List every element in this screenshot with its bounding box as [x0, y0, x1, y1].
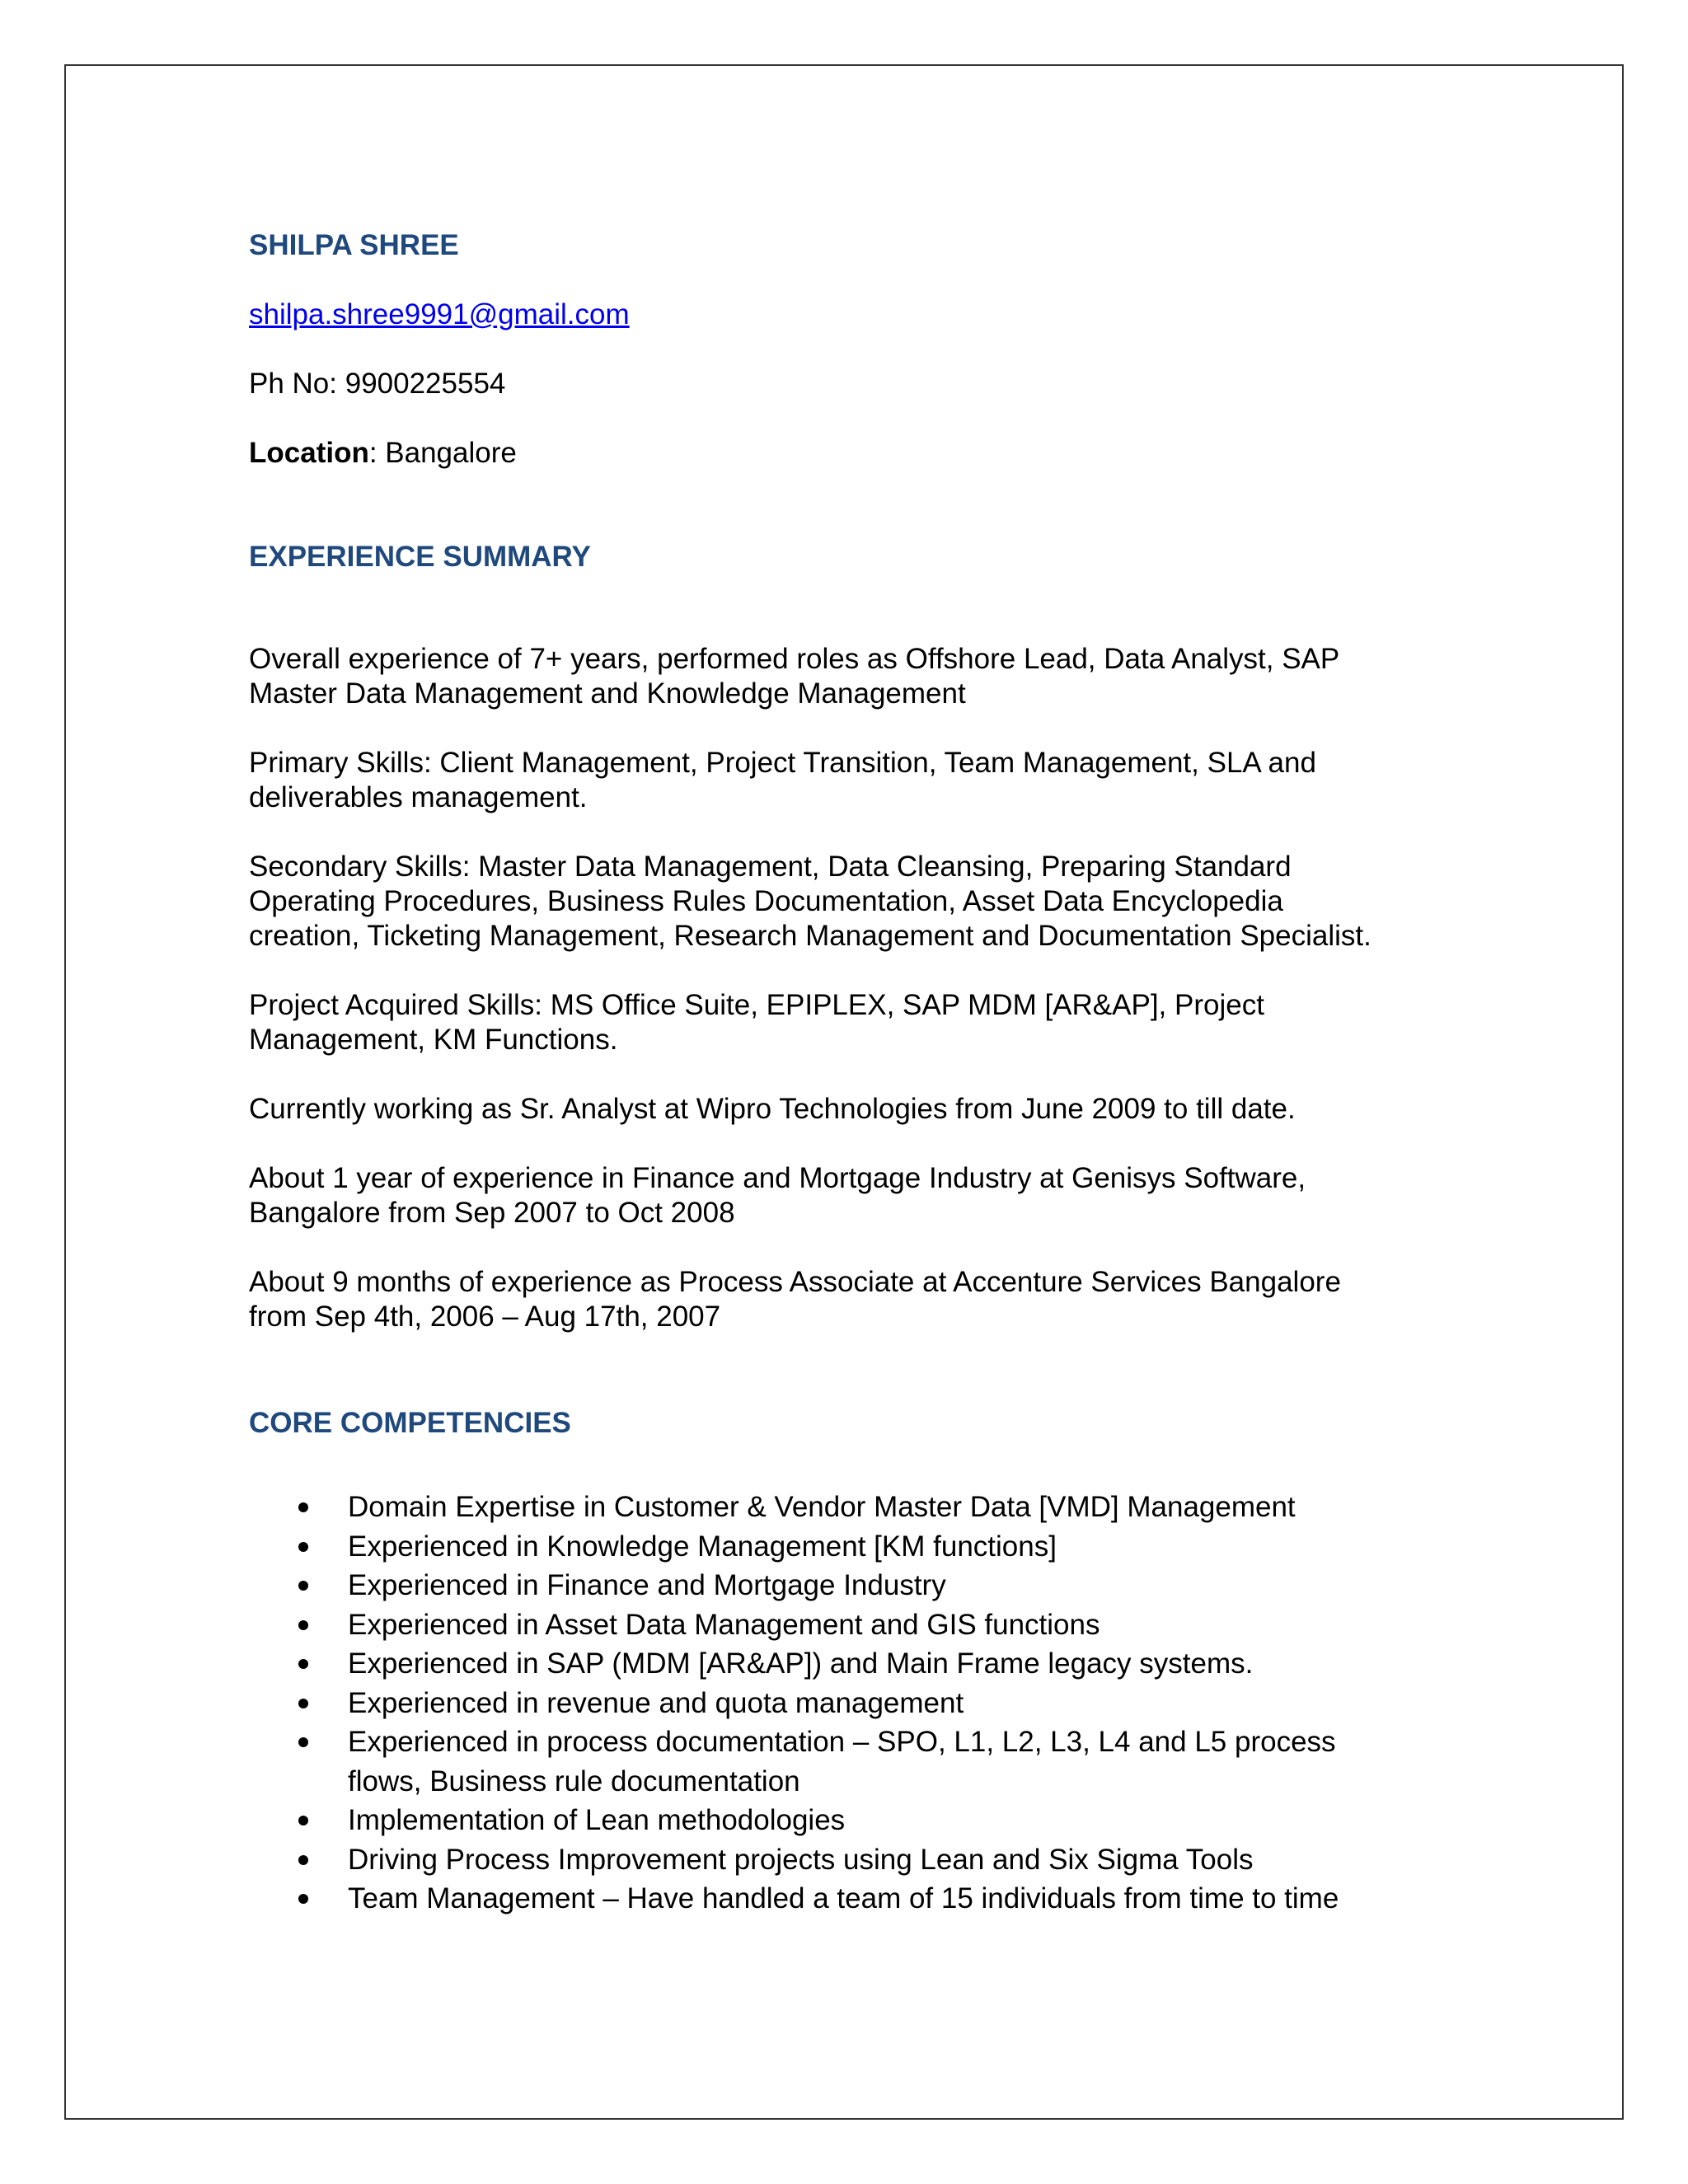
summary-paragraph [249, 988, 1264, 1057]
summary-line: Primary Skills: Client Management, Project Transition, Team Management, SLA and [249, 747, 1316, 779]
phone-line [249, 367, 505, 401]
list-item [249, 1566, 1339, 1605]
summary-line: Master Data Management and Knowledge Management [249, 677, 966, 710]
candidate-name: SHILPA SHREE [249, 229, 459, 261]
list-item-text: Experienced in Finance and Mortgage Industry [348, 1569, 946, 1601]
bullet-icon [298, 1581, 308, 1591]
core-competencies-heading: CORE COMPETENCIES [249, 1407, 571, 1439]
list-item-text: Experienced in Knowledge Management [KM functions] [348, 1530, 1057, 1563]
list-item [249, 1722, 1339, 1801]
bullet-icon [298, 1542, 308, 1552]
summary-paragraph [249, 746, 1316, 815]
experience-summary-heading: EXPERIENCE SUMMARY [249, 541, 591, 573]
summary-line: Overall experience of 7+ years, performed roles as Offshore Lead, Data Analyst, SAP [249, 643, 1340, 675]
list-item [249, 1840, 1339, 1880]
list-item-text: Domain Expertise in Customer & Vendor Master Data [VMD] Management [348, 1491, 1296, 1523]
list-item-text: flows, Business rule documentation [348, 1765, 800, 1797]
bullet-icon [298, 1816, 308, 1825]
list-item [249, 1879, 1339, 1919]
summary-paragraph [249, 1265, 1341, 1334]
email-link[interactable]: shilpa.shree9991@gmail.com [249, 298, 630, 330]
summary-line: Management, KM Functions. [249, 1024, 618, 1056]
summary-paragraph [249, 1092, 1296, 1127]
bullet-icon [298, 1855, 308, 1865]
list-item-text: Experienced in revenue and quota management [348, 1686, 964, 1719]
bullet-icon [298, 1737, 308, 1747]
list-item-text: Experienced in process documentation – SPO, L1, L2, L3, L4 and L5 process [348, 1726, 1336, 1758]
summary-line: About 9 months of experience as Process Associate at Accenture Services Bangalore [249, 1266, 1341, 1298]
location-value: : Bangalore [368, 437, 517, 469]
summary-paragraph [249, 850, 1372, 954]
summary-line: creation, Ticketing Management, Research Management and Documentation Specialist. [249, 920, 1372, 952]
list-item [249, 1527, 1339, 1567]
list-item [249, 1488, 1339, 1527]
summary-line: Currently working as Sr. Analyst at Wipro Technologies from June 2009 to till date. [249, 1093, 1296, 1125]
list-item-text: Experienced in Asset Data Management and GIS functions [348, 1608, 1100, 1641]
phone-label: Ph No: [249, 368, 345, 400]
summary-line: from Sep 4th, 2006 – Aug 17th, 2007 [249, 1301, 721, 1333]
list-item [249, 1605, 1339, 1645]
core-competencies-list [249, 1488, 1339, 1919]
list-item-text: Experienced in SAP (MDM [AR&AP]) and Main Frame legacy systems. [348, 1647, 1254, 1680]
location-line [249, 436, 517, 471]
summary-paragraph [249, 642, 1339, 711]
list-item [249, 1684, 1339, 1723]
list-item-text: Team Management – Have handled a team of 15 individuals from time to time [348, 1882, 1339, 1915]
summary-paragraph [249, 1161, 1306, 1230]
bullet-icon [298, 1659, 308, 1669]
summary-line: Project Acquired Skills: MS Office Suite, EPIPLEX, SAP MDM [AR&AP], Project [249, 989, 1264, 1021]
list-item-text: Driving Process Improvement projects using Lean and Six Sigma Tools [348, 1843, 1254, 1876]
phone-number: 9900225554 [345, 368, 506, 400]
bullet-icon [298, 1502, 308, 1512]
summary-line: About 1 year of experience in Finance and Mortgage Industry at Genisys Software, [249, 1162, 1306, 1194]
bullet-icon [298, 1894, 308, 1904]
summary-line: Secondary Skills: Master Data Management, Data Cleansing, Preparing Standard [249, 851, 1292, 883]
summary-line: Bangalore from Sep 2007 to Oct 2008 [249, 1197, 735, 1229]
summary-line: deliverables management. [249, 781, 588, 813]
list-item [249, 1801, 1339, 1840]
bullet-icon [298, 1620, 308, 1630]
list-item [249, 1644, 1339, 1684]
location-label: Location [249, 437, 369, 469]
list-item-text: Implementation of Lean methodologies [348, 1804, 846, 1836]
bullet-icon [298, 1699, 308, 1708]
summary-line: Operating Procedures, Business Rules Documentation, Asset Data Encyclopedia [249, 885, 1283, 917]
